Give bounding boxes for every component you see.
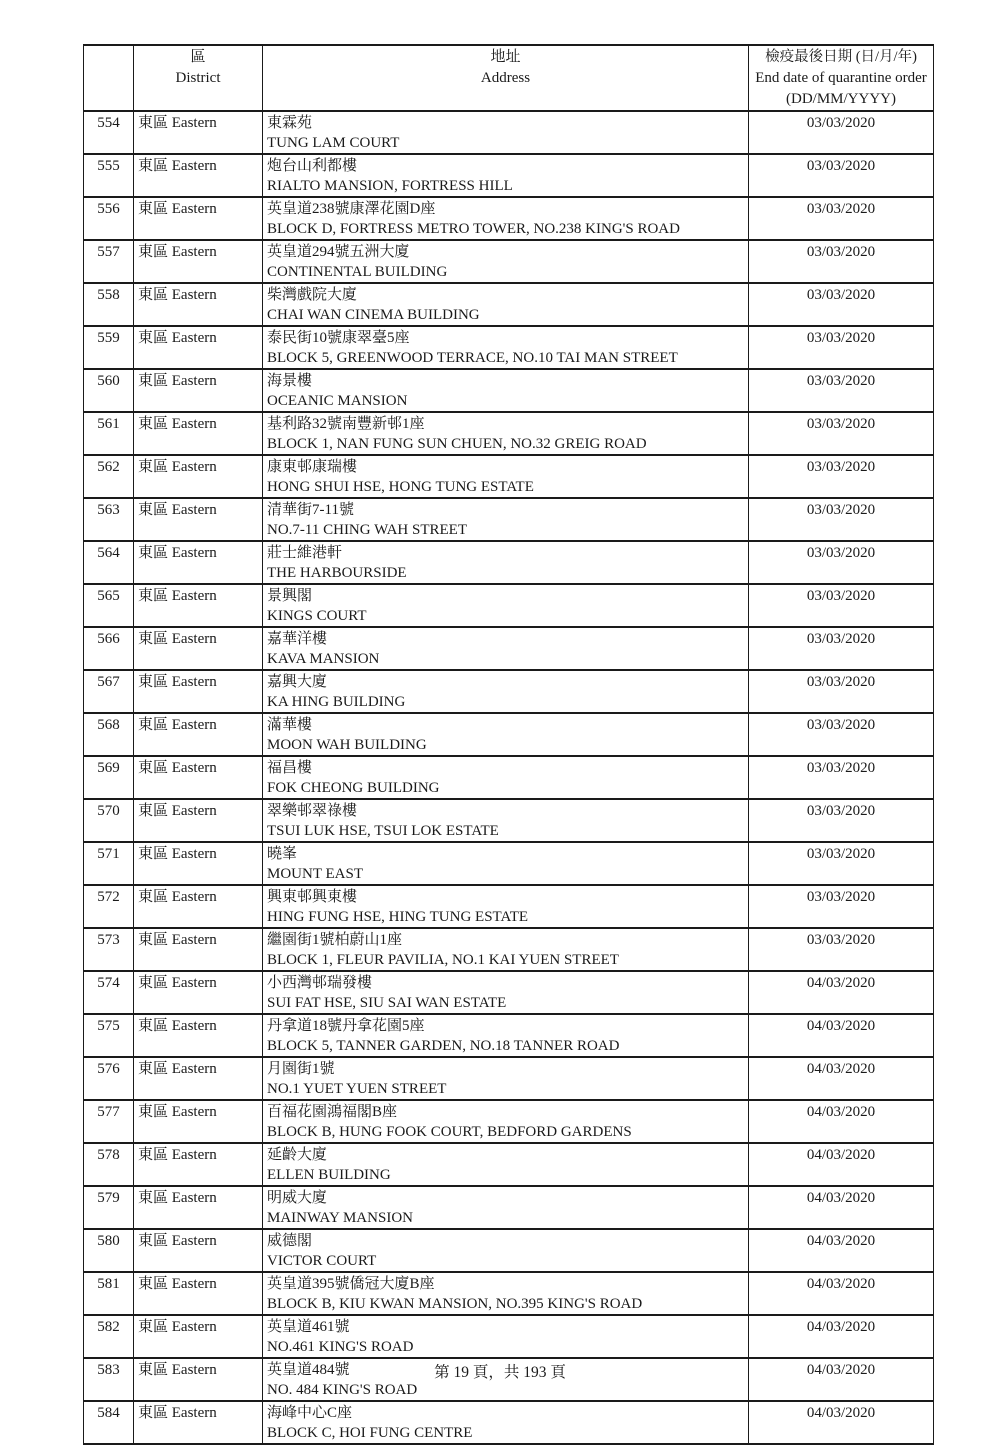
cell-end-date: 03/03/2020: [749, 240, 934, 283]
cell-district: 東區 Eastern: [134, 627, 263, 670]
address-chinese: 百福花園鴻福閣B座: [267, 1104, 398, 1120]
address-english: BLOCK 5, TANNER GARDEN, NO.18 TANNER ROAD: [267, 1038, 620, 1054]
cell-district: 東區 Eastern: [134, 670, 263, 713]
cell-district: 東區 Eastern: [134, 541, 263, 584]
cell-end-date: 03/03/2020: [749, 455, 934, 498]
page-footer: 第 19 頁，共 193 頁: [434, 1364, 566, 1381]
cell-district: 東區 Eastern: [134, 842, 263, 885]
cell-address: [263, 670, 749, 713]
cell-address: [263, 412, 749, 455]
table-row: [84, 670, 934, 713]
cell-row-number: 559: [84, 326, 134, 369]
cell-end-date: 04/03/2020: [749, 1057, 934, 1100]
header-address-zh: 地址: [490, 49, 521, 65]
cell-address: [263, 240, 749, 283]
address-english: VICTOR COURT: [267, 1253, 377, 1269]
cell-address: [263, 971, 749, 1014]
table-row: [84, 412, 934, 455]
cell-address: [263, 713, 749, 756]
cell-address: [263, 369, 749, 412]
address-chinese: 景興閣: [267, 588, 313, 604]
cell-district: 東區 Eastern: [134, 326, 263, 369]
cell-address: [263, 1272, 749, 1315]
cell-row-number: 571: [84, 842, 134, 885]
address-chinese: 英皇道294號五洲大廈: [267, 244, 410, 260]
table-row: [84, 842, 934, 885]
table-row: [84, 197, 934, 240]
header-end-date-format: (DD/MM/YYYY): [786, 91, 896, 107]
cell-row-number: 554: [84, 111, 134, 154]
address-chinese: 英皇道395號僑冠大廈B座: [267, 1276, 435, 1292]
cell-end-date: 04/03/2020: [749, 1401, 934, 1444]
address-english: TUNG LAM COURT: [267, 135, 400, 151]
cell-district: 東區 Eastern: [134, 885, 263, 928]
table-row: [84, 1315, 934, 1358]
header-district: [134, 45, 263, 111]
address-english: KINGS COURT: [267, 608, 367, 624]
cell-address: [263, 498, 749, 541]
table-row: [84, 154, 934, 197]
cell-address: [263, 799, 749, 842]
cell-end-date: 03/03/2020: [749, 541, 934, 584]
cell-row-number: 579: [84, 1186, 134, 1229]
address-chinese: 繼園街1號柏蔚山1座: [267, 932, 403, 948]
address-english: BLOCK 1, FLEUR PAVILIA, NO.1 KAI YUEN STREET: [267, 952, 619, 968]
address-chinese: 海峰中心C座: [267, 1405, 353, 1421]
cell-end-date: 04/03/2020: [749, 1358, 934, 1401]
cell-end-date: 03/03/2020: [749, 713, 934, 756]
cell-district: 東區 Eastern: [134, 756, 263, 799]
cell-row-number: 580: [84, 1229, 134, 1272]
cell-row-number: 561: [84, 412, 134, 455]
cell-district: 東區 Eastern: [134, 713, 263, 756]
address-english: NO.461 KING'S ROAD: [267, 1339, 414, 1355]
table-row: [84, 971, 934, 1014]
address-chinese: 曉峯: [267, 846, 298, 862]
address-chinese: 明威大廈: [267, 1190, 328, 1206]
cell-row-number: 562: [84, 455, 134, 498]
cell-address: [263, 584, 749, 627]
address-chinese: 福昌樓: [267, 760, 313, 776]
cell-row-number: 574: [84, 971, 134, 1014]
cell-district: 東區 Eastern: [134, 799, 263, 842]
cell-row-number: 556: [84, 197, 134, 240]
cell-address: [263, 1229, 749, 1272]
address-chinese: 英皇道238號康澤花園D座: [267, 201, 436, 217]
table-row: [84, 1272, 934, 1315]
table-body: [84, 111, 934, 1444]
cell-row-number: 582: [84, 1315, 134, 1358]
table-row: [84, 713, 934, 756]
cell-end-date: 03/03/2020: [749, 799, 934, 842]
address-chinese: 海景樓: [267, 373, 313, 389]
cell-row-number: 584: [84, 1401, 134, 1444]
cell-address: [263, 1401, 749, 1444]
address-english: BLOCK B, KIU KWAN MANSION, NO.395 KING'S ROAD: [267, 1296, 643, 1312]
table-header: [84, 45, 934, 111]
header-address: [263, 45, 749, 111]
address-chinese: 炮台山利都樓: [267, 158, 358, 174]
cell-address: [263, 1315, 749, 1358]
address-chinese: 嘉興大廈: [267, 674, 328, 690]
address-english: SUI FAT HSE, SIU SAI WAN ESTATE: [267, 995, 507, 1011]
table-row: [84, 799, 934, 842]
header-address-en: Address: [480, 70, 531, 86]
cell-district: 東區 Eastern: [134, 197, 263, 240]
cell-row-number: 557: [84, 240, 134, 283]
cell-row-number: 555: [84, 154, 134, 197]
address-english: NO.7-11 CHING WAH STREET: [267, 522, 467, 538]
cell-end-date: 04/03/2020: [749, 1186, 934, 1229]
address-chinese: 柴灣戲院大廈: [267, 287, 358, 303]
address-chinese: 基利路32號南豐新邨1座: [267, 416, 425, 432]
address-english: NO. 484 KING'S ROAD: [267, 1382, 418, 1398]
cell-district: 東區 Eastern: [134, 455, 263, 498]
address-chinese: 東霖苑: [267, 115, 313, 131]
cell-end-date: 03/03/2020: [749, 326, 934, 369]
cell-end-date: 03/03/2020: [749, 197, 934, 240]
cell-address: [263, 1186, 749, 1229]
cell-row-number: 581: [84, 1272, 134, 1315]
cell-end-date: 03/03/2020: [749, 154, 934, 197]
header-end-date-zh: 檢疫最後日期 (日/月/年): [765, 49, 917, 65]
cell-district: 東區 Eastern: [134, 498, 263, 541]
table-row: [84, 756, 934, 799]
address-english: NO.1 YUET YUEN STREET: [267, 1081, 447, 1097]
header-end-date-en: End date of quarantine order: [755, 70, 927, 86]
cell-district: 東區 Eastern: [134, 1229, 263, 1272]
cell-end-date: 03/03/2020: [749, 369, 934, 412]
address-english: BLOCK 1, NAN FUNG SUN CHUEN, NO.32 GREIG ROAD: [267, 436, 647, 452]
address-english: KAVA MANSION: [267, 651, 380, 667]
address-english: RIALTO MANSION, FORTRESS HILL: [267, 178, 513, 194]
quarantine-table: [83, 44, 934, 1445]
table-row: [84, 541, 934, 584]
cell-end-date: 04/03/2020: [749, 1229, 934, 1272]
cell-end-date: 03/03/2020: [749, 584, 934, 627]
cell-address: [263, 1143, 749, 1186]
cell-district: 東區 Eastern: [134, 154, 263, 197]
cell-district: 東區 Eastern: [134, 1315, 263, 1358]
address-chinese: 小西灣邨瑞發樓: [267, 975, 373, 991]
cell-address: [263, 1100, 749, 1143]
address-chinese: 威德閣: [267, 1233, 313, 1249]
address-chinese: 英皇道484號: [267, 1362, 350, 1378]
address-english: MAINWAY MANSION: [267, 1210, 413, 1226]
address-english: OCEANIC MANSION: [267, 393, 408, 409]
cell-row-number: 567: [84, 670, 134, 713]
address-english: BLOCK D, FORTRESS METRO TOWER, NO.238 KING'S ROAD: [267, 221, 680, 237]
cell-end-date: 03/03/2020: [749, 928, 934, 971]
cell-district: 東區 Eastern: [134, 928, 263, 971]
table-row: [84, 928, 934, 971]
cell-address: [263, 756, 749, 799]
address-chinese: 英皇道461號: [267, 1319, 350, 1335]
cell-district: 東區 Eastern: [134, 240, 263, 283]
header-district-en: District: [175, 70, 221, 86]
cell-district: 東區 Eastern: [134, 1100, 263, 1143]
cell-row-number: 576: [84, 1057, 134, 1100]
address-chinese: 莊士維港軒: [267, 545, 343, 561]
table-row: [84, 1229, 934, 1272]
address-english: HING FUNG HSE, HING TUNG ESTATE: [267, 909, 529, 925]
table-row: [84, 1057, 934, 1100]
address-english: MOON WAH BUILDING: [267, 737, 427, 753]
address-english: CONTINENTAL BUILDING: [267, 264, 448, 280]
cell-address: [263, 326, 749, 369]
address-chinese: 康東邨康瑞樓: [267, 459, 358, 475]
cell-district: 東區 Eastern: [134, 1057, 263, 1100]
address-chinese: 月園街1號: [267, 1061, 335, 1077]
table-row: [84, 498, 934, 541]
cell-district: 東區 Eastern: [134, 1014, 263, 1057]
table-row: [84, 369, 934, 412]
table-row: [84, 1100, 934, 1143]
cell-address: [263, 885, 749, 928]
address-english: CHAI WAN CINEMA BUILDING: [267, 307, 480, 323]
address-chinese: 丹拿道18號丹拿花園5座: [267, 1018, 425, 1034]
cell-end-date: 04/03/2020: [749, 1315, 934, 1358]
table-header-row: [84, 45, 934, 111]
table-row: [84, 283, 934, 326]
table-row: [84, 584, 934, 627]
table-row: [84, 111, 934, 154]
cell-district: 東區 Eastern: [134, 369, 263, 412]
address-english: MOUNT EAST: [267, 866, 363, 882]
address-english: ELLEN BUILDING: [267, 1167, 391, 1183]
cell-district: 東區 Eastern: [134, 584, 263, 627]
address-chinese: 清華街7-11號: [267, 502, 354, 518]
cell-end-date: 03/03/2020: [749, 412, 934, 455]
cell-end-date: 04/03/2020: [749, 1143, 934, 1186]
cell-end-date: 03/03/2020: [749, 627, 934, 670]
cell-address: [263, 283, 749, 326]
cell-row-number: 578: [84, 1143, 134, 1186]
address-chinese: 翠樂邨翠祿樓: [267, 803, 358, 819]
cell-end-date: 04/03/2020: [749, 1272, 934, 1315]
cell-row-number: 568: [84, 713, 134, 756]
cell-address: [263, 154, 749, 197]
table-row: [84, 1014, 934, 1057]
cell-row-number: 575: [84, 1014, 134, 1057]
cell-address: [263, 928, 749, 971]
cell-district: 東區 Eastern: [134, 412, 263, 455]
address-chinese: 滿華樓: [267, 717, 313, 733]
address-english: KA HING BUILDING: [267, 694, 406, 710]
cell-row-number: 572: [84, 885, 134, 928]
header-district-zh: 區: [190, 49, 206, 65]
address-english: BLOCK B, HUNG FOOK COURT, BEDFORD GARDENS: [267, 1124, 632, 1140]
cell-end-date: 03/03/2020: [749, 111, 934, 154]
cell-end-date: 04/03/2020: [749, 1100, 934, 1143]
header-end-date: [749, 45, 934, 111]
address-english: FOK CHEONG BUILDING: [267, 780, 440, 796]
cell-address: [263, 842, 749, 885]
cell-address: [263, 111, 749, 154]
cell-district: 東區 Eastern: [134, 971, 263, 1014]
cell-address: [263, 541, 749, 584]
table-row: [84, 455, 934, 498]
address-english: TSUI LUK HSE, TSUI LOK ESTATE: [267, 823, 499, 839]
address-english: BLOCK C, HOI FUNG CENTRE: [267, 1425, 473, 1441]
cell-district: 東區 Eastern: [134, 1143, 263, 1186]
address-english: THE HARBOURSIDE: [267, 565, 407, 581]
cell-address: [263, 627, 749, 670]
address-chinese: 延齡大廈: [267, 1147, 328, 1163]
cell-end-date: 03/03/2020: [749, 885, 934, 928]
cell-row-number: 569: [84, 756, 134, 799]
cell-address: [263, 197, 749, 240]
cell-address: [263, 455, 749, 498]
cell-district: 東區 Eastern: [134, 111, 263, 154]
cell-address: [263, 1057, 749, 1100]
cell-row-number: 570: [84, 799, 134, 842]
cell-row-number: 565: [84, 584, 134, 627]
address-chinese: 泰民街10號康翠臺5座: [267, 330, 410, 346]
table-row: [84, 1401, 934, 1444]
cell-address: [263, 1014, 749, 1057]
cell-end-date: 04/03/2020: [749, 971, 934, 1014]
table-row: [84, 1186, 934, 1229]
address-chinese: 嘉華洋樓: [267, 631, 328, 647]
cell-district: 東區 Eastern: [134, 1358, 263, 1401]
header-blank: [84, 45, 134, 111]
cell-row-number: 577: [84, 1100, 134, 1143]
cell-end-date: 04/03/2020: [749, 1014, 934, 1057]
address-english: HONG SHUI HSE, HONG TUNG ESTATE: [267, 479, 534, 495]
cell-row-number: 583: [84, 1358, 134, 1401]
address-chinese: 興東邨興東樓: [267, 889, 358, 905]
cell-end-date: 03/03/2020: [749, 670, 934, 713]
cell-row-number: 558: [84, 283, 134, 326]
cell-end-date: 03/03/2020: [749, 283, 934, 326]
cell-row-number: 573: [84, 928, 134, 971]
cell-district: 東區 Eastern: [134, 1401, 263, 1444]
cell-district: 東區 Eastern: [134, 1272, 263, 1315]
table-row: [84, 240, 934, 283]
cell-end-date: 03/03/2020: [749, 756, 934, 799]
cell-row-number: 566: [84, 627, 134, 670]
cell-row-number: 560: [84, 369, 134, 412]
table-row: [84, 326, 934, 369]
table-row: [84, 1143, 934, 1186]
cell-district: 東區 Eastern: [134, 1186, 263, 1229]
cell-end-date: 03/03/2020: [749, 498, 934, 541]
table-row: [84, 627, 934, 670]
cell-district: 東區 Eastern: [134, 283, 263, 326]
cell-row-number: 564: [84, 541, 134, 584]
cell-row-number: 563: [84, 498, 134, 541]
address-english: BLOCK 5, GREENWOOD TERRACE, NO.10 TAI MAN STREET: [267, 350, 678, 366]
table-row: [84, 885, 934, 928]
cell-end-date: 03/03/2020: [749, 842, 934, 885]
